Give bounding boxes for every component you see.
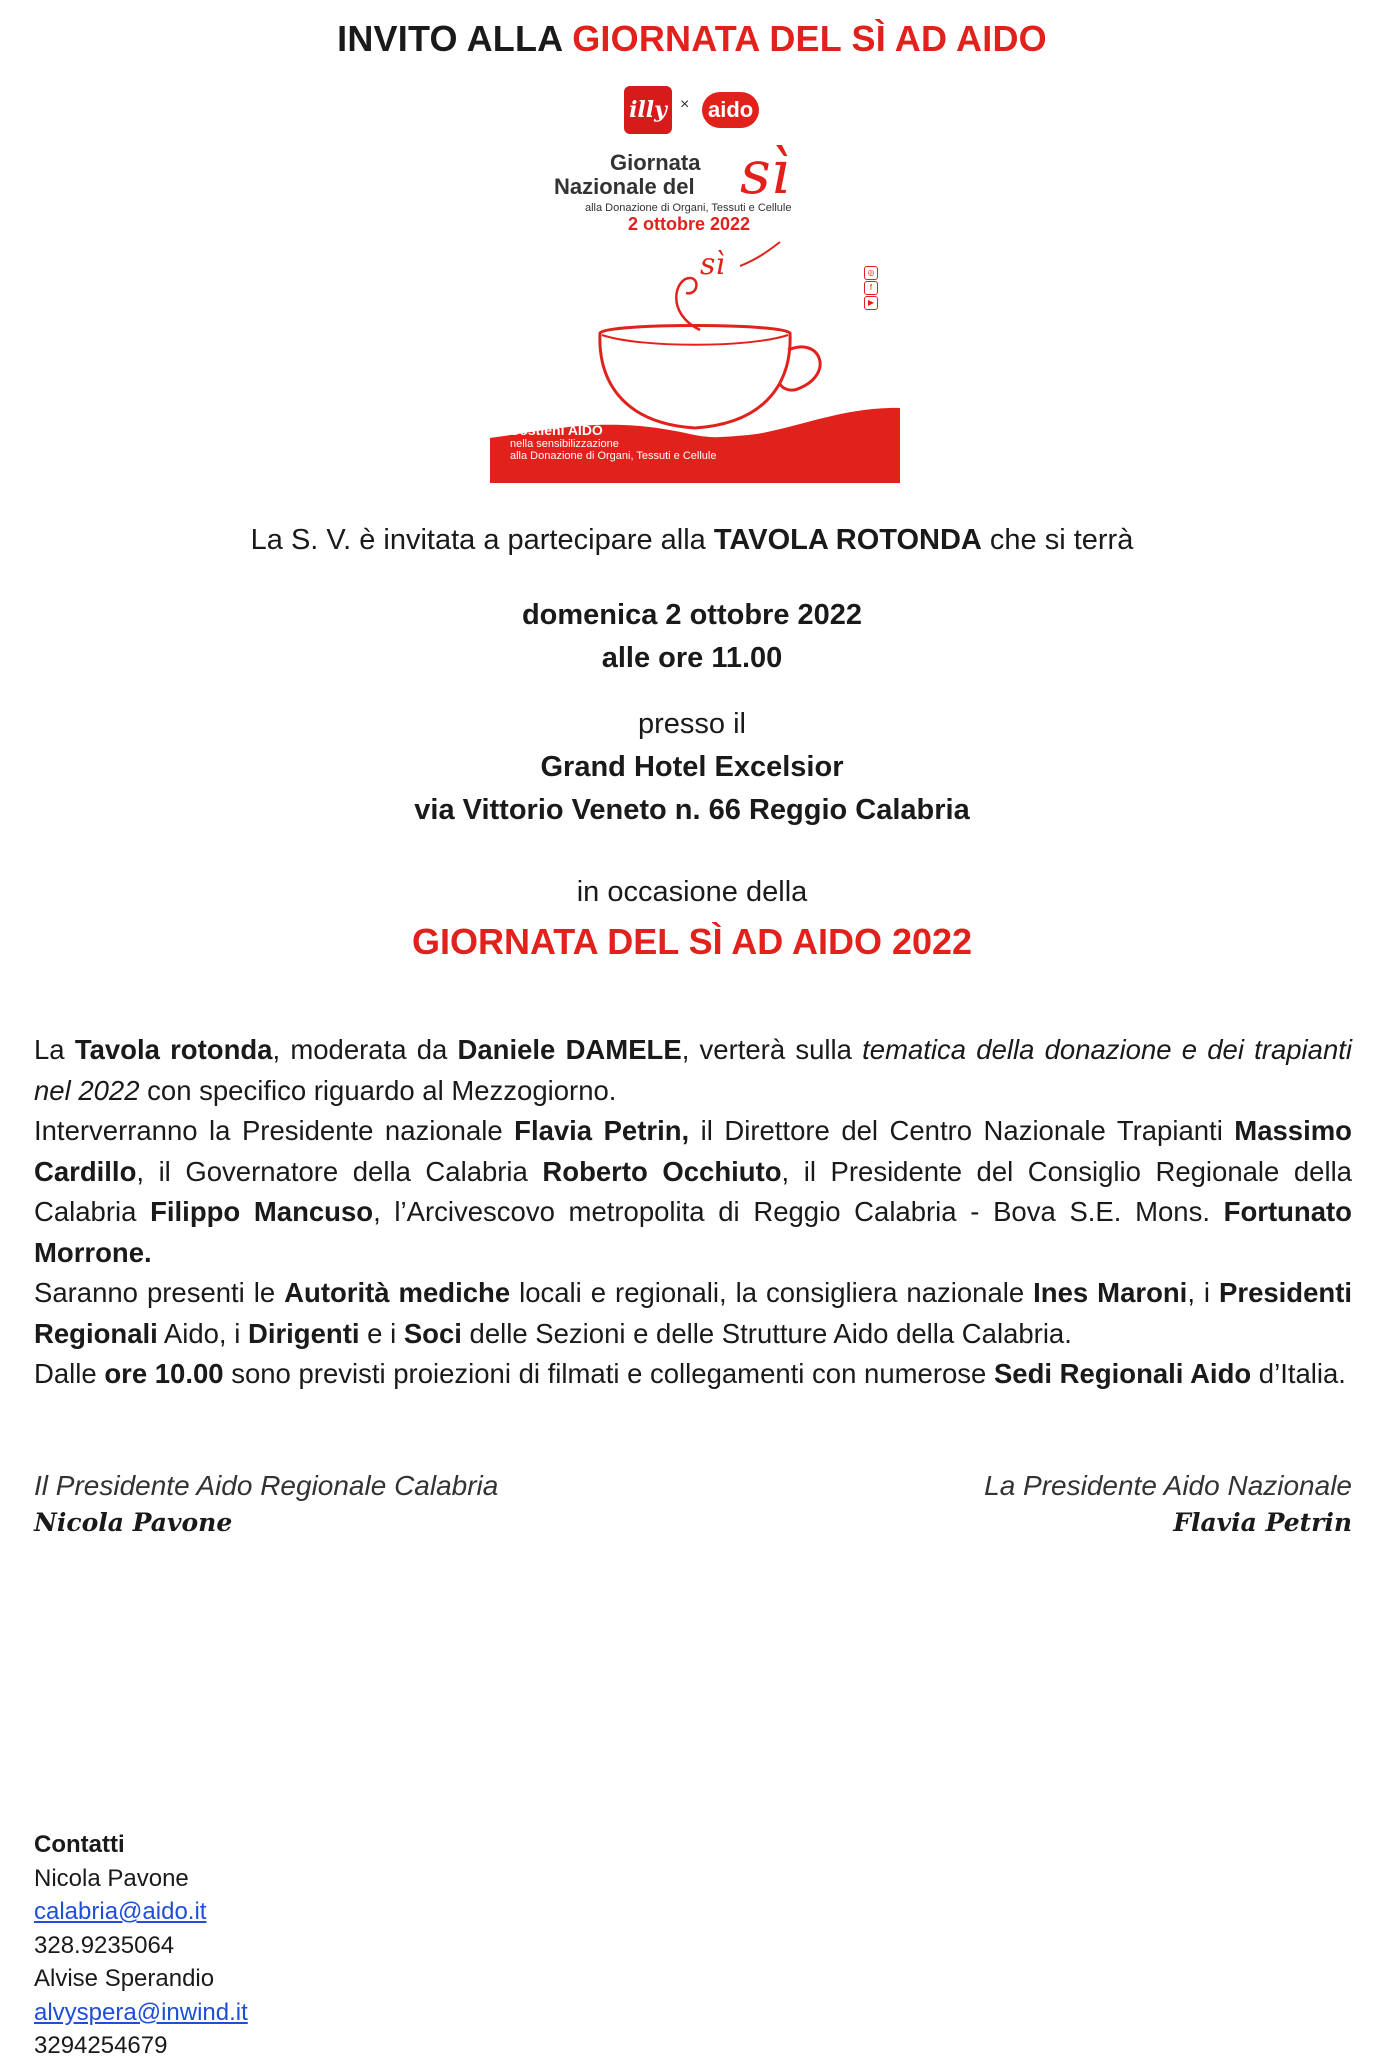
venue-name: Grand Hotel Excelsior <box>540 751 844 783</box>
invite-pre: La S. V. è invitata a partecipare alla <box>250 524 714 556</box>
occasion-intro: in occasione della <box>576 876 808 908</box>
poster-subtitle: alla Donazione di Organi, Tessuti e Cellule <box>585 202 792 214</box>
instagram-icon: ◎ <box>864 266 878 280</box>
venue-intro: presso il <box>638 708 746 740</box>
signature-left <box>34 1470 498 1537</box>
signature-right-role: La Presidente Aido Nazionale <box>984 1470 1352 1501</box>
title-black: INVITO ALLA <box>337 18 573 59</box>
youtube-icon: ▶ <box>864 296 878 310</box>
band-line-3: alla Donazione di Organi, Tessuti e Cellule <box>510 450 717 462</box>
steam-swirl-icon <box>676 278 700 330</box>
contact-name-1: Nicola Pavone <box>34 1864 189 1892</box>
contact-name-2: Alvise Sperandio <box>34 1965 215 1992</box>
steam-si-text: sì <box>700 247 725 282</box>
aido-logo: aido <box>702 92 759 128</box>
illy-logo: illy <box>624 86 672 134</box>
signature-left-role: Il Presidente Aido Regionale Calabria <box>34 1470 499 1501</box>
venue-address: via Vittorio Veneto n. 66 Reggio Calabria <box>414 794 970 826</box>
title-red: GIORNATA DEL SÌ AD AIDO <box>572 18 1047 59</box>
contacts-block <box>34 1828 248 2063</box>
paragraph-2: Interverranno la Presidente nazionale Flavia Petrin, il Direttore del Centro Nazionale Trapianti Massimo Cardillo, il Governatore della Calabria Roberto Occhiuto, il Presidente del Consiglio Regionale della Calabria Filippo Mancuso, l’Arcivescovo metropolita di Reggio Calabria - Bova S.E. Mons. Fortunato Morrone. <box>34 1115 1352 1268</box>
poster-band-text <box>510 422 716 462</box>
signature-right-name: Flavia Petrin <box>1173 1508 1352 1537</box>
contact-phone-2: 3294254679 <box>34 2032 168 2059</box>
poster-script-si: sì <box>740 138 790 208</box>
event-time: alle ore 11.00 <box>601 642 783 674</box>
paragraph-3: Saranno presenti le Autorità mediche locali e regionali, la consigliera nazionale Ines Maroni, i Presidenti Regionali Aido, i Dirigenti e i Soci delle Sezioni e delle Strutture Aido della Calabria. <box>34 1277 1352 1349</box>
page-title <box>0 18 1384 60</box>
contact-email-1-link[interactable]: calabria@aido.it <box>34 1898 207 1925</box>
band-line-2: nella sensibilizzazione <box>510 438 619 450</box>
contact-email-2-link[interactable]: alvyspera@inwind.it <box>34 1998 248 2026</box>
event-date-block <box>0 594 1384 680</box>
signature-left-name: Nicola Pavone <box>34 1508 233 1537</box>
invitation-line <box>0 524 1384 557</box>
contact-phone-1: 328.9235064 <box>34 1931 175 1959</box>
cup-rim-icon <box>602 335 788 345</box>
band-line-1: Sostieni AIDO <box>510 422 603 438</box>
facebook-icon: f <box>864 281 878 295</box>
poster-date: 2 ottobre 2022 <box>628 214 751 234</box>
venue-block <box>0 703 1384 832</box>
event-poster <box>490 78 900 483</box>
paragraph-4: Dalle ore 10.00 sono previsti proiezioni di filmati e collegamenti con numerose Sedi Regionali Aido d’Italia. <box>34 1358 1346 1389</box>
poster-title-line1: Giornata <box>610 150 701 175</box>
invite-post: che si terrà <box>981 524 1134 556</box>
event-day: domenica 2 ottobre 2022 <box>521 599 863 631</box>
paragraph-1: La Tavola rotonda, moderata da Daniele DAMELE, verterà sulla tematica della donazione e dei trapianti nel 2022 con specifico riguardo al Mezzogiorno. <box>34 1034 1353 1106</box>
body-text <box>34 1030 1352 1395</box>
event-name: GIORNATA DEL SÌ AD AIDO 2022 <box>411 921 973 962</box>
brand-times: × <box>680 96 690 113</box>
contacts-heading: Contatti <box>34 1831 125 1858</box>
poster-title-line2: Nazionale del <box>554 174 695 199</box>
steam-tail-icon <box>740 242 780 266</box>
invite-bold: TAVOLA ROTONDA <box>713 524 982 556</box>
signature-right <box>984 1470 1352 1537</box>
